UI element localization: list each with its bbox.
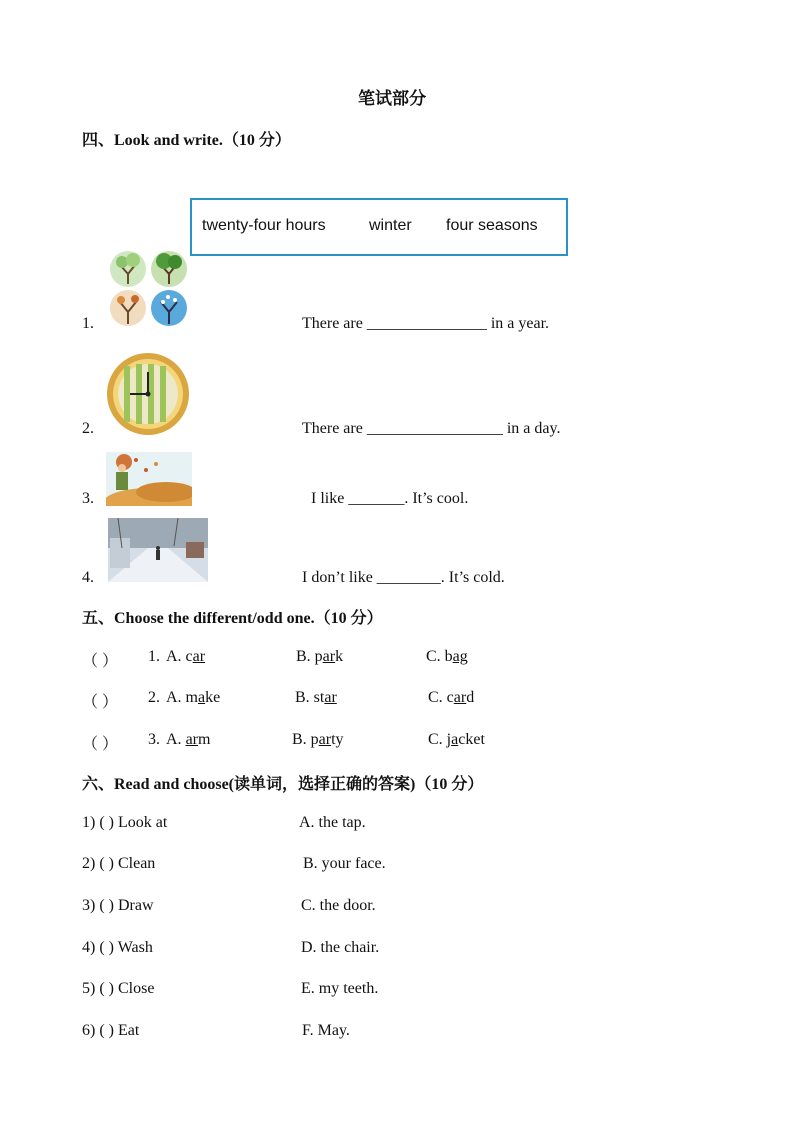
item-number: 4. bbox=[82, 569, 94, 586]
option-c: C. jacket bbox=[428, 731, 485, 748]
match-right: F. May. bbox=[302, 1022, 350, 1039]
item-number: 3. bbox=[82, 490, 94, 507]
option-b: B. park bbox=[296, 648, 344, 665]
question-number: 3. bbox=[148, 731, 160, 748]
word-bank-box bbox=[190, 198, 568, 256]
match-left: 6) ( ) Eat bbox=[82, 1022, 140, 1039]
section-5-heading: 五、Choose the different/odd one.（10 分） bbox=[82, 610, 383, 627]
word-bank-item: four seasons bbox=[446, 217, 538, 234]
snowy-street-image bbox=[108, 518, 208, 582]
autumn-scene-image bbox=[106, 452, 192, 506]
four-seasons-trees-image bbox=[108, 250, 190, 328]
option-c: C. bag bbox=[426, 648, 468, 665]
match-right: A. the tap. bbox=[299, 814, 366, 831]
option-a: A. make bbox=[166, 689, 221, 706]
match-right: E. my teeth. bbox=[301, 980, 379, 997]
question-number: 1. bbox=[148, 648, 160, 665]
option-b: B. party bbox=[292, 731, 344, 748]
word-bank-item: twenty-four hours bbox=[202, 217, 326, 234]
answer-blank: （ ） bbox=[82, 653, 119, 670]
option-a: A. car bbox=[166, 648, 206, 665]
option-a: A. arm bbox=[166, 731, 211, 748]
match-left: 5) ( ) Close bbox=[82, 980, 155, 997]
question-number: 2. bbox=[148, 689, 160, 706]
match-left: 2) ( ) Clean bbox=[82, 855, 156, 872]
sentence-4: I don’t like ________. It’s cold. bbox=[302, 569, 505, 586]
answer-blank: （ ） bbox=[82, 694, 119, 711]
match-right: B. your face. bbox=[303, 855, 386, 872]
match-left: 3) ( ) Draw bbox=[82, 897, 154, 914]
section-6-heading: 六、Read and choose(读单词，选择正确的答案)（10 分） bbox=[82, 776, 484, 793]
match-right: C. the door. bbox=[301, 897, 376, 914]
sentence-1: There are _______________ in a year. bbox=[302, 315, 550, 332]
section-4-heading: 四、Look and write.（10 分） bbox=[82, 132, 291, 149]
page-title: 笔试部分 bbox=[358, 89, 426, 108]
answer-blank: （ ） bbox=[82, 736, 119, 753]
word-bank-item: winter bbox=[369, 217, 412, 234]
sentence-3: I like _______. It’s cool. bbox=[311, 490, 469, 507]
item-number: 1. bbox=[82, 315, 94, 332]
clock-image bbox=[106, 352, 190, 436]
option-b: B. star bbox=[295, 689, 337, 706]
match-right: D. the chair. bbox=[301, 939, 380, 956]
match-left: 1) ( ) Look at bbox=[82, 814, 168, 831]
sentence-2: There are _________________ in a day. bbox=[302, 420, 561, 437]
item-number: 2. bbox=[82, 420, 94, 437]
option-c: C. card bbox=[428, 689, 475, 706]
match-left: 4) ( ) Wash bbox=[82, 939, 153, 956]
